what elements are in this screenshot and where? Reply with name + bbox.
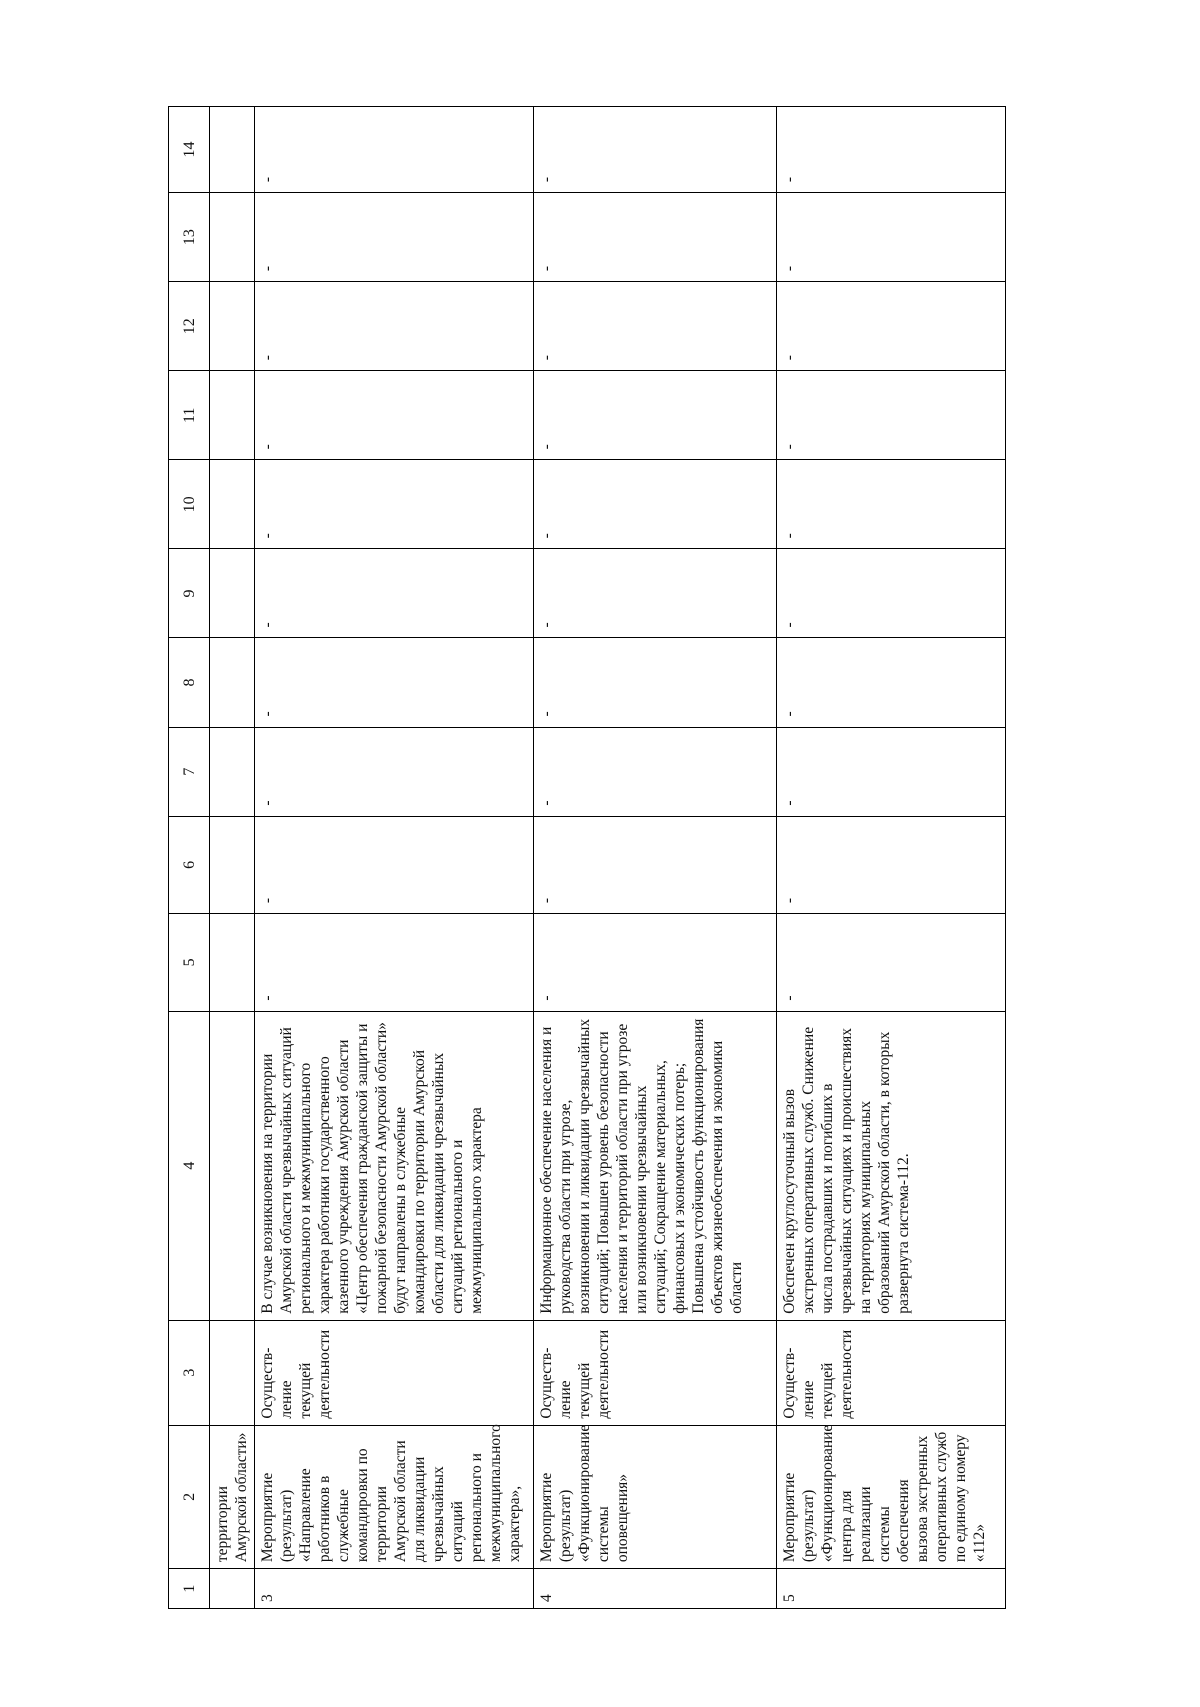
event-name: Мероприятие (результат) «Функционирование системы оповещения» bbox=[534, 1425, 777, 1569]
value-text: - bbox=[781, 995, 798, 1001]
value-cell bbox=[777, 282, 1006, 371]
value-text: - bbox=[259, 176, 276, 183]
value-text: - bbox=[538, 533, 555, 539]
table-cell bbox=[210, 816, 255, 913]
value-text: - bbox=[781, 533, 798, 539]
table-cell bbox=[210, 1011, 255, 1320]
value-cell bbox=[534, 727, 777, 816]
value-text: - bbox=[259, 622, 276, 628]
value-cell bbox=[534, 193, 777, 282]
table-cell bbox=[210, 107, 255, 193]
value-text: - bbox=[259, 355, 276, 361]
value-cell bbox=[255, 107, 534, 193]
row-number: 4 bbox=[534, 1569, 777, 1609]
event-description: В случае возникновения на территории Амурской области чрезвычайных ситуаций регионального и межмуниципального характера работники государственного казенного учреждения Амурской области «Центр обеспечения гражданской защиты и пожарной безопасности Амурской области» будут направлены в служебные командировки по территории Амурской области для ликвидации чрезвычайных ситуаций регионального и межмуниципального характера bbox=[255, 1011, 534, 1320]
value-text: - bbox=[259, 711, 276, 717]
value-cell bbox=[255, 727, 534, 816]
continuation-row bbox=[210, 107, 255, 1609]
value-text: - bbox=[781, 355, 798, 361]
value-cell bbox=[255, 460, 534, 549]
value-text: - bbox=[538, 800, 555, 806]
value-text: - bbox=[781, 444, 798, 450]
col-header: 7 bbox=[169, 727, 210, 816]
table-cell bbox=[210, 282, 255, 371]
value-cell bbox=[777, 638, 1006, 727]
col-header: 9 bbox=[169, 549, 210, 638]
table-cell bbox=[210, 1320, 255, 1425]
table-row bbox=[255, 107, 534, 1609]
event-name: Мероприятие (результат) «Функционирование центра для реализации системы обеспечения вызова экстренных оперативных служб по единому номеру «112» bbox=[777, 1425, 1006, 1569]
value-cell bbox=[777, 371, 1006, 460]
value-text: - bbox=[781, 265, 798, 272]
event-description: Обеспечен круглосуточный вызов экстренных оперативных служб. Снижение числа пострадавших и погибших в чрезвычайных ситуациях и происшествиях на территориях муниципальных образований Амурской области, в которых развернута система-112. bbox=[777, 1011, 1006, 1320]
row-number: 5 bbox=[777, 1569, 1006, 1609]
value-cell bbox=[255, 914, 534, 1011]
value-cell bbox=[255, 193, 534, 282]
table-cell bbox=[210, 193, 255, 282]
event-description: Информационное обеспечение населения и руководства области при угрозе, возникновении и ликвидации чрезвычайных ситуаций; Повышен уровень безопасности населения и территорий области при угрозе или возникновении чрезвычайных ситуаций; Сокращение материальных, финансовых и экономических потерь; Повышена устойчивость функционирования объектов жизнеобеспечения и экономики области bbox=[534, 1011, 777, 1320]
col-header: 12 bbox=[169, 282, 210, 371]
table-cell bbox=[210, 549, 255, 638]
value-cell bbox=[534, 638, 777, 727]
value-text: - bbox=[259, 533, 276, 539]
value-text: - bbox=[538, 897, 555, 904]
value-cell bbox=[777, 107, 1006, 193]
event-type: Осуществ-ление текущей деятельности bbox=[255, 1320, 534, 1425]
value-text: - bbox=[781, 622, 798, 628]
value-cell bbox=[534, 282, 777, 371]
col-header: 14 bbox=[169, 107, 210, 193]
value-text: - bbox=[781, 176, 798, 183]
col-header: 10 bbox=[169, 460, 210, 549]
value-text: - bbox=[259, 995, 276, 1001]
value-cell bbox=[534, 371, 777, 460]
value-cell bbox=[255, 816, 534, 913]
col-header: 13 bbox=[169, 193, 210, 282]
value-text: - bbox=[259, 800, 276, 806]
event-type: Осуществ-ление текущей деятельности bbox=[777, 1320, 1006, 1425]
table-cell bbox=[210, 914, 255, 1011]
value-text: - bbox=[538, 176, 555, 183]
value-cell bbox=[255, 282, 534, 371]
row-number: 3 bbox=[255, 1569, 534, 1609]
col-header: 8 bbox=[169, 638, 210, 727]
value-cell bbox=[534, 460, 777, 549]
value-cell bbox=[255, 549, 534, 638]
value-cell bbox=[534, 549, 777, 638]
value-cell bbox=[777, 914, 1006, 1011]
value-cell bbox=[777, 549, 1006, 638]
value-text: - bbox=[538, 355, 555, 361]
value-cell bbox=[777, 727, 1006, 816]
value-text: - bbox=[259, 444, 276, 450]
value-cell bbox=[255, 638, 534, 727]
value-cell bbox=[255, 371, 534, 460]
value-text: - bbox=[538, 265, 555, 272]
col-header: 3 bbox=[169, 1320, 210, 1425]
value-cell bbox=[777, 193, 1006, 282]
col-header: 11 bbox=[169, 371, 210, 460]
col-header: 4 bbox=[169, 1011, 210, 1320]
table-cell bbox=[210, 460, 255, 549]
table-row bbox=[534, 107, 777, 1609]
value-text: - bbox=[538, 711, 555, 717]
value-cell bbox=[777, 460, 1006, 549]
value-cell bbox=[534, 107, 777, 193]
event-name: Мероприятие (результат) «Направление работников в служебные командировки по территории Амурской области для ликвидации чрезвычайных ситуаций регионального и межмуниципального характера», bbox=[255, 1425, 534, 1569]
col-header: 6 bbox=[169, 816, 210, 913]
value-text: - bbox=[538, 622, 555, 628]
value-text: - bbox=[538, 995, 555, 1001]
table-row bbox=[777, 107, 1006, 1609]
value-text: - bbox=[781, 711, 798, 717]
col-header: 1 bbox=[169, 1569, 210, 1609]
value-cell bbox=[534, 914, 777, 1011]
value-text: - bbox=[259, 897, 276, 904]
table-cell bbox=[210, 727, 255, 816]
col-header: 2 bbox=[169, 1425, 210, 1569]
event-continuation: территории Амурской области» bbox=[210, 1425, 255, 1569]
value-cell bbox=[777, 816, 1006, 913]
header-row bbox=[169, 107, 210, 1609]
program-table bbox=[168, 106, 1006, 1609]
table-cell bbox=[210, 638, 255, 727]
value-text: - bbox=[781, 897, 798, 904]
value-text: - bbox=[538, 444, 555, 450]
value-text: - bbox=[781, 800, 798, 806]
table-cell bbox=[210, 371, 255, 460]
event-type: Осуществ-ление текущей деятельности bbox=[534, 1320, 777, 1425]
value-text: - bbox=[259, 265, 276, 272]
table-cell bbox=[210, 1569, 255, 1609]
col-header: 5 bbox=[169, 914, 210, 1011]
value-cell bbox=[534, 816, 777, 913]
